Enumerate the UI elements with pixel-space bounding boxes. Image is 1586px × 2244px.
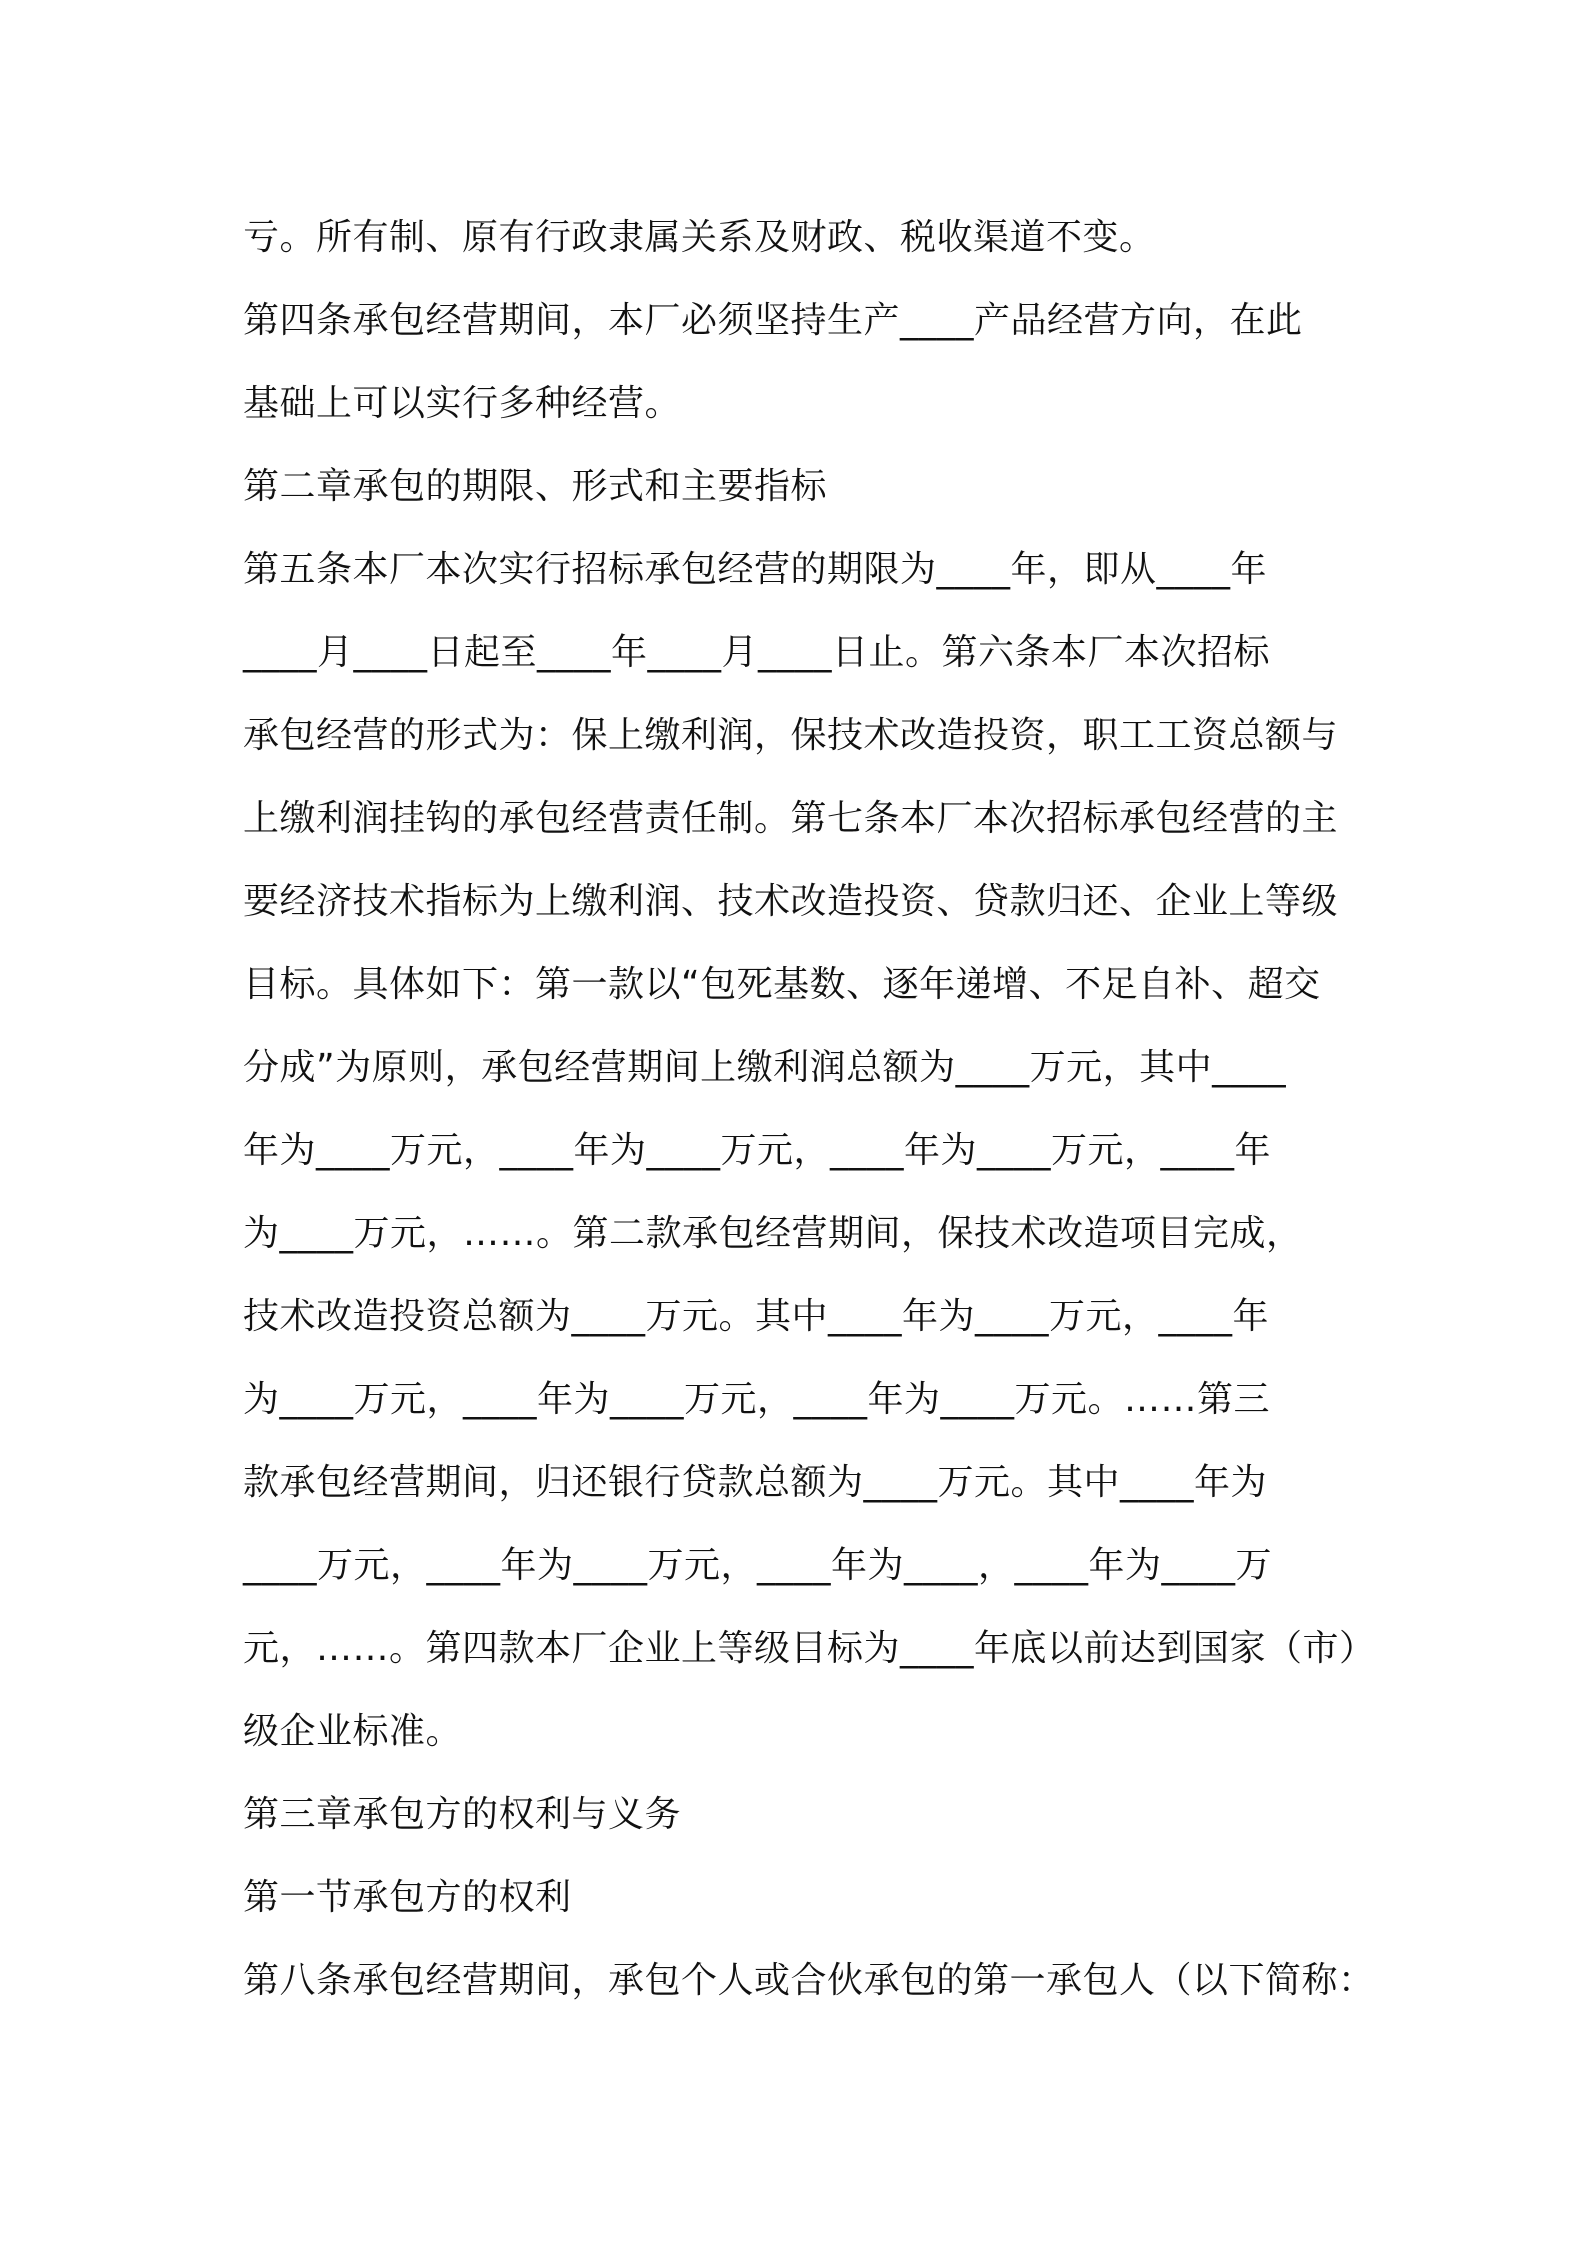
text-line: 为____万元，____年为____万元，____年为____万元。……第三 (243, 1379, 1271, 1420)
text-line: 亏。所有制、原有行政隶属关系及财政、税收渠道不变。 (243, 217, 1156, 258)
text-line: 为____万元，……。第二款承包经营期间，保技术改造项目完成， (243, 1213, 1303, 1254)
chapter-heading: 第三章承包方的权利与义务 (243, 1794, 682, 1835)
chapter-heading: 第二章承包的期限、形式和主要指标 (243, 466, 828, 507)
text-line: 第八条承包经营期间，承包个人或合伙承包的第一承包人（以下简称： (243, 1960, 1375, 2001)
text-line: 款承包经营期间，归还银行贷款总额为____万元。其中____年为 (243, 1462, 1268, 1503)
text-line: 目标。具体如下：第一款以“包死基数、逐年递增、不足自补、超交 (243, 964, 1321, 1005)
text-line: 分成”为原则，承包经营期间上缴利润总额为____万元，其中____ (243, 1047, 1287, 1088)
text-line: ____月____日起至____年____月____日止。第六条本厂本次招标 (243, 632, 1271, 673)
text-line: 第五条本厂本次实行招标承包经营的期限为____年，即从____年 (243, 549, 1268, 590)
text-line: 年为____万元，____年为____万元，____年为____万元，____年 (243, 1130, 1272, 1171)
text-line: 元，……。第四款本厂企业上等级目标为____年底以前达到国家（市） (243, 1628, 1376, 1669)
document-body (243, 196, 1376, 2022)
text-line: 承包经营的形式为：保上缴利润，保技术改造投资，职工工资总额与 (243, 715, 1339, 756)
text-line: 要经济技术指标为上缴利润、技术改造投资、贷款归还、企业上等级 (243, 881, 1339, 922)
section-heading: 第一节承包方的权利 (243, 1877, 572, 1918)
text-line: 上缴利润挂钩的承包经营责任制。第七条本厂本次招标承包经营的主 (243, 798, 1339, 839)
text-line: 第四条承包经营期间，本厂必须坚持生产____产品经营方向，在此 (243, 300, 1303, 341)
text-line: 级企业标准。 (243, 1711, 463, 1752)
text-line: 技术改造投资总额为____万元。其中____年为____万元，____年 (243, 1296, 1270, 1337)
text-line: 基础上可以实行多种经营。 (243, 383, 682, 424)
text-line: ____万元，____年为____万元，____年为____，____年为____万 (243, 1545, 1273, 1586)
